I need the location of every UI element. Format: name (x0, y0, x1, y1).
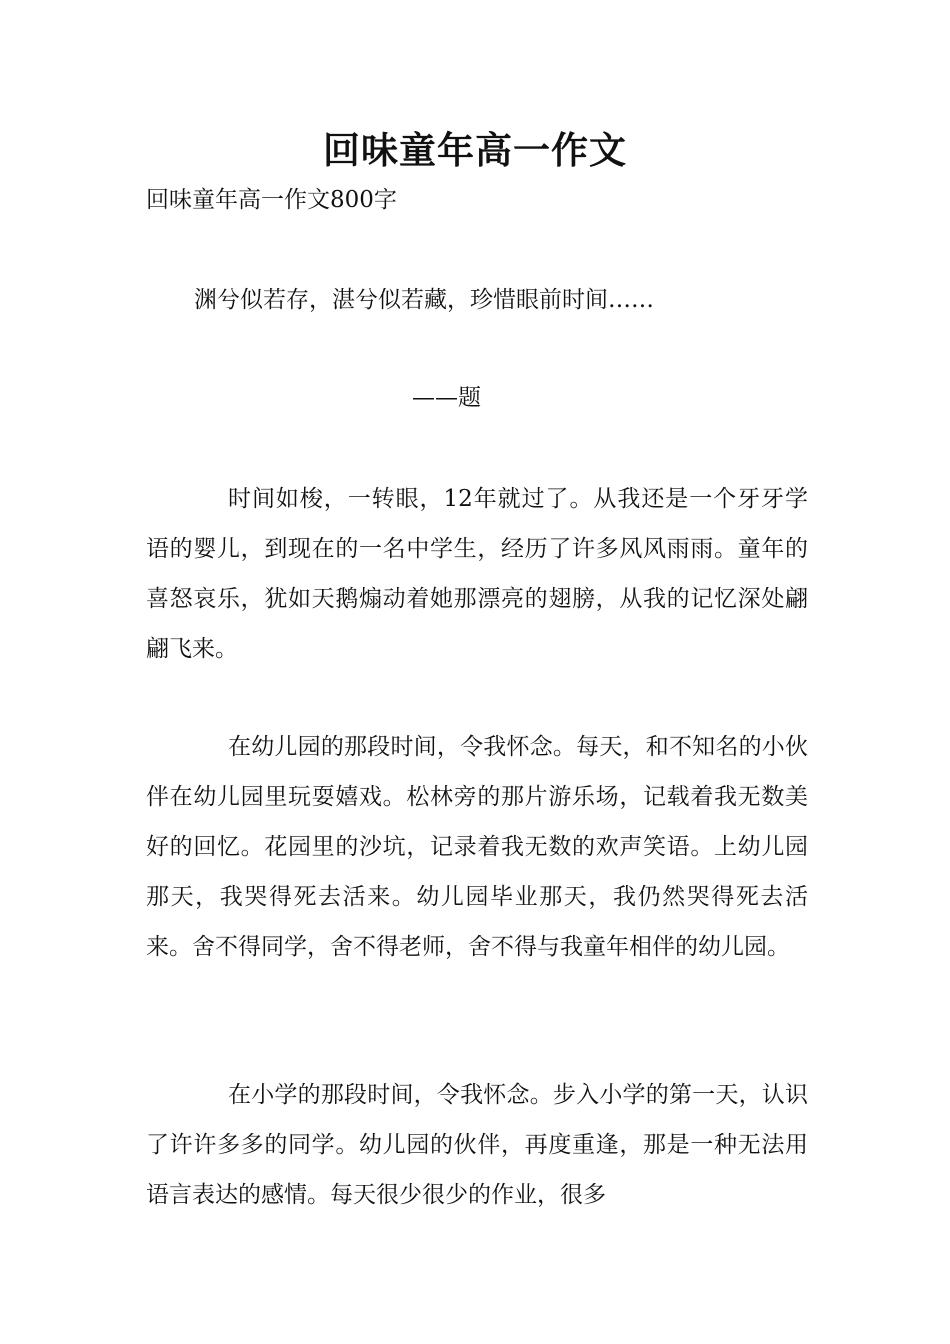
paragraph: 在幼儿园的那段时间，令我怀念。每天，和不知名的小伙伴在幼儿园里玩耍嬉戏。松林旁的那片游乐场，记载着我无数美好的回忆。花园里的沙坑，记录着我无数的欢声笑语。上幼儿园那天，我哭得死去活来。幼儿园毕业那天，我仍然哭得死去活来。舍不得同学，舍不得老师，舍不得与我童年相伴的幼儿园。 (146, 734, 808, 960)
page-subtitle: 回味童年高一作文800字 (146, 187, 397, 213)
page-title: 回味童年高一作文 (323, 129, 627, 172)
paragraph: 在小学的那段时间，令我怀念。步入小学的第一天，认识了许许多多的同学。幼儿园的伙伴，再度重逢，那是一种无法用语言表达的感情。每天很少很少的作业，很多 (146, 1082, 808, 1208)
epigraph-text: 渊兮似若存，湛兮似若藏，珍惜眼前时间…… (194, 287, 654, 313)
epigraph-signature: ——题 (412, 385, 481, 411)
paragraph: 时间如梭，一转眼，12年就过了。从我还是一个牙牙学语的婴儿，到现在的一名中学生，经历了许多风风雨雨。童年的喜怒哀乐，犹如天鹅煽动着她那漂亮的翅膀，从我的记忆深处翩翩飞来。 (146, 486, 808, 662)
